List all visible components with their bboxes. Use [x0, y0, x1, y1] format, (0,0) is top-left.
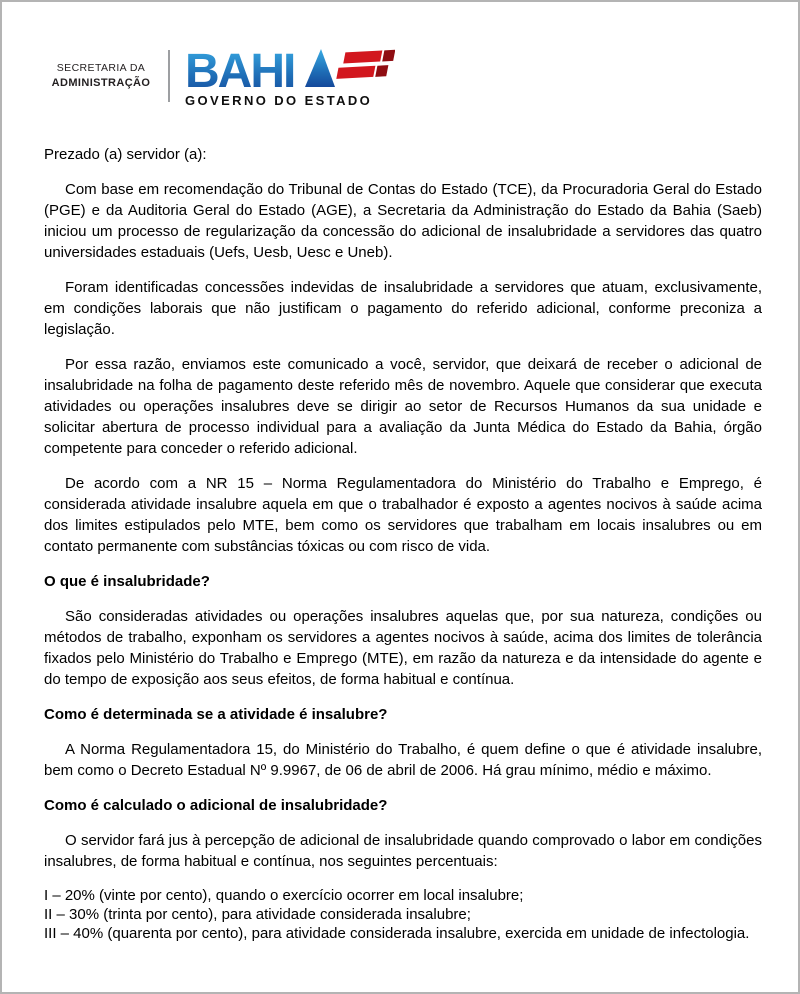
- percent-list: [44, 886, 762, 943]
- intro-paragraph-2: Foram identificadas concessões indevidas de insalubridade a servidores que atuam, exclusivamente, em condições laborais que não justificam o pagamento do referido adicional, conforme preconiza a legislação.: [44, 279, 762, 338]
- section-body-determinada: A Norma Regulamentadora 15, do Ministério do Trabalho, é quem define o que é atividade insalubre, bem como o Decreto Estadual Nº 9.9967, de 06 de abril de 2006. Há grau mínimo, médio e máximo.: [44, 741, 762, 779]
- intro-paragraph-1: Com base em recomendação do Tribunal de Contas do Estado (TCE), da Procuradoria Geral do Estado (PGE) e da Auditoria Geral do Estado (AGE), a Secretaria da Administração do Estado da Bahia (Saeb) iniciou um processo de regularização da concessão do adicional de insalubridade a servidores das quatro universidades estaduais (Uefs, Uesb, Uesc e Uneb).: [44, 181, 762, 261]
- secretariat-line2: ADMINISTRAÇÃO: [51, 76, 151, 89]
- section-body-insalubridade: São consideradas atividades ou operações insalubres aquelas que, por sua natureza, condições ou métodos de trabalho, exponham os servidores a agentes nocivos à saúde, acima dos limites de tolerância fixados pelo Ministério do Trabalho e Emprego (MTE), em razão da natureza e da intensidade do agente e do tempo de exposição aos seus efeitos, de forma habitual e contínua.: [44, 608, 762, 688]
- intro-paragraph-3: Por essa razão, enviamos este comunicado a você, servidor, que deixará de receber o adicional de insalubridade na folha de pagamento deste referido mês de novembro. Aquele que considerar que executa atividades ou operações insalubres deve se dirigir ao setor de Recursos Humanos da sua unidade e solicitar abertura de processo individual para a avaliação da Junta Médica do Estado da Bahia, órgão competente para conceder o referido adicional.: [44, 356, 762, 457]
- letterhead: [50, 44, 798, 108]
- bahia-triangle-a: [305, 49, 335, 87]
- logo-tagline: GOVERNO DO ESTADO: [185, 92, 373, 108]
- salutation: Prezado (a) servidor (a):: [44, 146, 207, 163]
- bahia-flag-icon: [335, 49, 395, 78]
- bahia-wordmark-icon: [185, 45, 395, 91]
- percent-item-3: III – 40% (quarenta por cento), para atividade considerada insalubre, exercida em unidade de infectologia.: [44, 925, 750, 942]
- section-heading-calculado: Como é calculado o adicional de insalubridade?: [44, 797, 388, 814]
- bahia-wordmark-text: BAHI: [185, 44, 295, 91]
- intro-paragraph-4: De acordo com a NR 15 – Norma Regulamentadora do Ministério do Trabalho e Emprego, é considerada atividade insalubre aquela em que o trabalhador é exposto a agentes nocivos à saúde acima dos limites estipulados pelo MTE, bem como os servidores que trabalham em locais insalubres ou em contato permanente com substâncias tóxicas ou com risco de vida.: [44, 475, 762, 555]
- percent-item-2: II – 30% (trinta por cento), para atividade considerada insalubre;: [44, 906, 471, 923]
- bahia-government-logo: [185, 45, 395, 108]
- section-heading-insalubridade: O que é insalubridade?: [44, 573, 210, 590]
- header-divider: [168, 50, 170, 102]
- section-heading-determinada: Como é determinada se a atividade é insalubre?: [44, 706, 388, 723]
- secretariat-line1: SECRETARIA DA: [56, 62, 146, 75]
- letter-body: [44, 144, 762, 943]
- secretariat-block: [50, 62, 152, 90]
- section-body-calculado: O servidor fará jus à percepção de adicional de insalubridade quando comprovado o labor em condições insalubres, de forma habitual e contínua, nos seguintes percentuais:: [44, 832, 762, 870]
- percent-item-1: I – 20% (vinte por cento), quando o exercício ocorrer em local insalubre;: [44, 887, 524, 904]
